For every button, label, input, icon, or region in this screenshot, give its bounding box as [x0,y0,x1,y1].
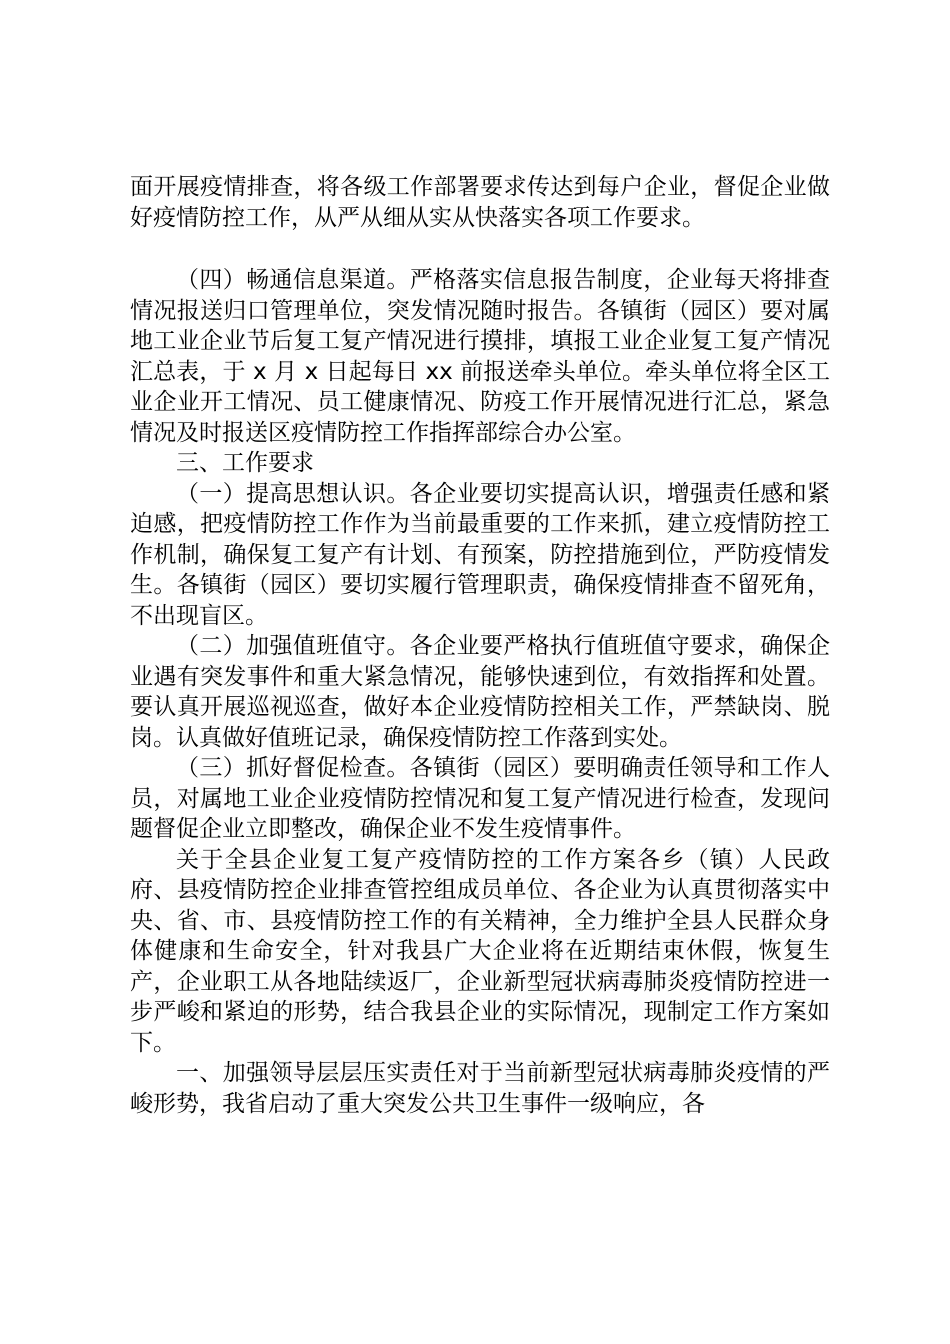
paragraph-county-plan-intro: 关于全县企业复工复产疫情防控的工作方案各乡（镇）人民政府、县疫情防控企业排查管控组成员单位、各企业为认真贯彻落实中央、省、市、县疫情防控工作的有关精神，全力维护全县人民群众身体健康和生命安全，针对我县广大企业将在近期结束休假，恢复生产，企业职工从各地陆续返厂，企业新型冠状病毒肺炎疫情防控进一步严峻和紧迫的形势，结合我县企业的实际情况，现制定工作方案如下。 [130,846,830,1056]
paragraph-leadership-responsibility: 一、加强领导层层压实责任对于当前新型冠状病毒肺炎疫情的严峻形势，我省启动了重大突发公共卫生事件一级响应，各 [130,1060,830,1117]
paragraph-continuation: 面开展疫情排查，将各级工作部署要求传达到每户企业，督促企业做好疫情防控工作，从严从细从实从快落实各项工作要求。 [130,174,830,231]
paragraph-duty-shifts: （二）加强值班值守。各企业要严格执行值班值守要求，确保企业遇有突发事件和重大紧急情况，能够快速到位，有效指挥和处置。要认真开展巡视巡查，做好本企业疫情防控相关工作，严禁缺岗、脱岗。认真做好值班记录，确保疫情防控工作落到实处。 [130,633,830,751]
paragraph-spacer [130,233,830,265]
document-page [130,172,830,1119]
paragraph-info-channels: （四）畅通信息渠道。严格落实信息报告制度，企业每天将排查情况报送归口管理单位，突发情况随时报告。各镇街（园区）要对属地工业企业节后复工复产情况进行摸排，填报工业企业复工复产情况汇总表，于 x 月 x 日起每日 xx 前报送牵头单位。牵头单位将全区工业企业开工情况、员工健康情况、防疫工作开展情况进行汇总，紧急情况及时报送区疫情防控工作指挥部综合办公室。 [130,267,830,446]
paragraph-supervision-inspection: （三）抓好督促检查。各镇街（园区）要明确责任领导和工作人员，对属地工业企业疫情防控情况和复工复产情况进行检查，发现问题督促企业立即整改，确保企业不发生疫情事件。 [130,755,830,842]
section-heading-work-requirements: 三、工作要求 [176,450,314,476]
paragraph-raise-awareness: （一）提高思想认识。各企业要切实提高认识，增强责任感和紧迫感，把疫情防控工作作为当前最重要的工作来抓，建立疫情防控工作机制，确保复工复产有计划、有预案，防控措施到位，严防疫情发生。各镇街（园区）要切实履行管理职责，确保疫情排查不留死角，不出现盲区。 [130,480,830,629]
